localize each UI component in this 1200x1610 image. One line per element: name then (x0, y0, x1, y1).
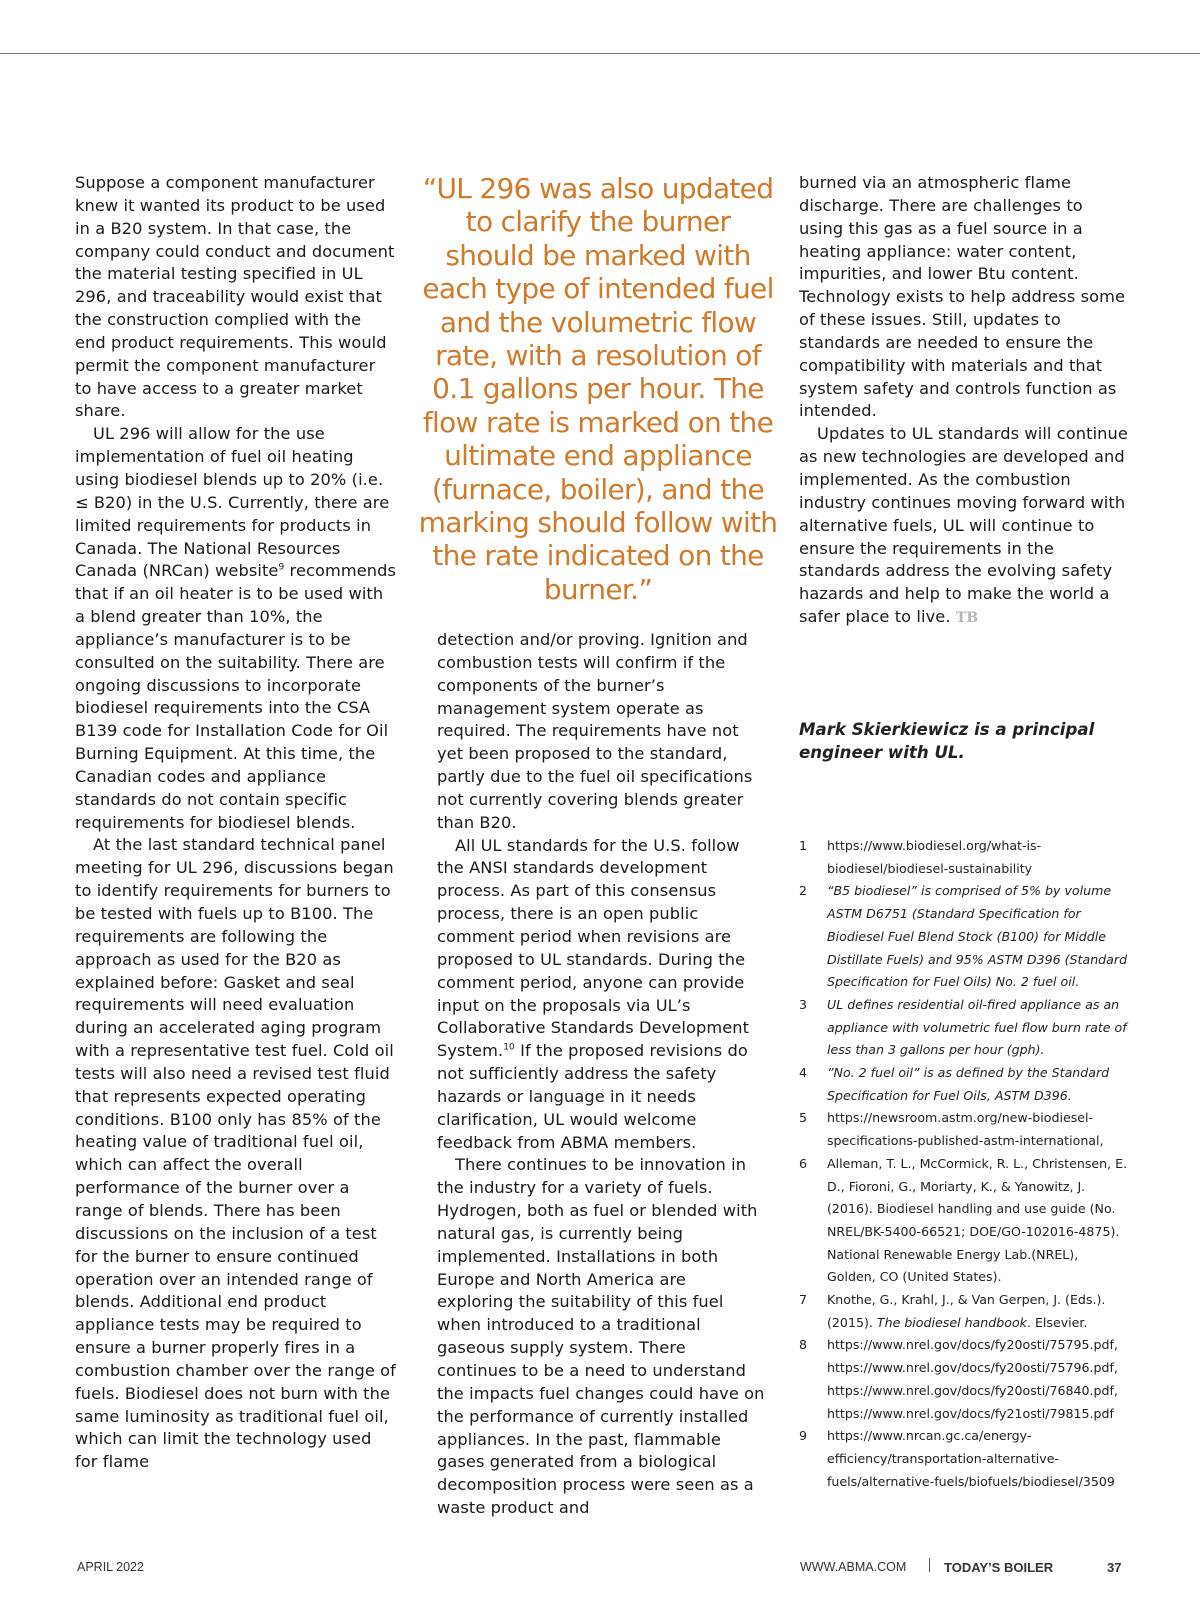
paragraph: burned via an atmospheric flame discharge. There are challenges to using this gas as a fuel source in a heating appliance: water content, impurities, and lower Btu content. Technology exists to help address some of these issues. Still, updates to standards are needed to ensure the compatibility with materials and that system safety and controls function as intended. (799, 173, 1126, 421)
footnote-number: 4 (799, 1065, 808, 1081)
footnote-link[interactable]: https://www.nrel.gov/docs/fy20osti/75795.pdf, https://www.nrel.gov/docs/fy20osti/75796.pdf, https://www.nrel.gov/docs/fy20osti/76840.pdf, https://www.nrel.gov/docs/fy21osti/79815.pdf (827, 1337, 1118, 1421)
footnote (799, 1425, 1129, 1493)
paragraph: Suppose a component manufacturer knew it wanted its product to be used in a B20 system. In that case, the company could conduct and document the material testing specified in UL 296, and traceability would exist that the construction complied with the end product requirements. This would permit the component manufacturer to have access to a greater market share. (75, 173, 395, 421)
footnote-number: 2 (799, 883, 808, 899)
footnote-number: 8 (799, 1337, 808, 1353)
footer-divider (929, 1558, 930, 1572)
footnote-link[interactable]: https://newsroom.astm.org/new-biodiesel-specifications-published-astm-international, (827, 1110, 1104, 1149)
footnote-text: “B5 biodiesel” is comprised of 5% by volume ASTM D6751 (Standard Specification for Biodiesel Fuel Blend Stock (B100) for Middle Distillate Fuels) and 95% ASTM D396 (Standard Specification for Fuel Oils) No. 2 fuel oil. (827, 883, 1128, 990)
paragraph: There continues to be innovation in the industry for a variety of fuels. Hydrogen, both as fuel or blended with natural gas, is currently being implemented. Installations in both Europe and North America are exploring the suitability of this fuel when introduced to a traditional gaseous supply system. There continues to be a need to understand the impacts fuel changes could have on the performance of currently installed appliances. In the past, flammable gases generated from a biological decomposition process were seen as a waste product and (437, 1155, 765, 1518)
footnote (799, 994, 1129, 1062)
footnote-ref-10[interactable]: 10 (503, 1042, 515, 1053)
footnote-text: Alleman, T. L., McCormick, R. L., Christensen, E. D., Fioroni, G., Moriarty, K., & Yanowitz, J. (2016). Biodiesel handling and use guide (No. NREL/BK-5400-66521; DOE/GO-102016-4875). National Renewable Energy Lab.(NREL), Golden, CO (United States). (827, 1155, 1128, 1285)
footnote-text: ”No. 2 fuel oil” is as defined by the Standard Specification for Fuel Oils, ASTM D396. (827, 1065, 1110, 1103)
footnote (799, 1153, 1129, 1289)
pull-quote: “UL 296 was also updated to clarify the burner should be marked with each type of intended fuel and the volumetric flow rate, with a resolution of 0.1 gallons per hour. The flow rate is marked on the ultimate end appliance (furnace, boiler), and the marking should follow with the rate indicated on the burner.” (418, 172, 778, 606)
footnote-number: 1 (799, 838, 808, 853)
article-column-2 (437, 629, 767, 1520)
paragraph-text: recommends that if an oil heater is to be used with a blend greater than 10%, the appliance’s manufacturer is to be consulted on the suitability. There are ongoing discussions to incorporate biodiesel requirements into the CSA B139 code for Installation Code for Oil Burning Equipment. At this time, the Canadian codes and appliance standards do not contain specific requirements for biodiesel blends. (75, 561, 397, 832)
footnote-number: 3 (799, 996, 808, 1012)
footnote (799, 880, 1129, 994)
footnote-link[interactable]: https://www.nrcan.gc.ca/energy-efficiency/transportation-alternative-fuels/alternative-fuels/biofuels/biodiesel/3509 (827, 1428, 1115, 1489)
footer-magazine-title: TODAY’S BOILER (944, 1560, 1054, 1575)
end-mark: TB (955, 610, 979, 627)
paragraph (75, 423, 397, 834)
paragraph (799, 423, 1129, 630)
footnote-ref-9[interactable]: 9 (278, 562, 285, 573)
footnote-number: 5 (799, 1110, 808, 1126)
footnote-text: Knothe, G., Krahl, J., & Van Gerpen, J. (Eds.). (2015). (827, 1292, 1106, 1330)
footer-website-link[interactable]: WWW.ABMA.COM (800, 1560, 907, 1574)
footnote-book-title: The biodiesel handbook (876, 1314, 1027, 1330)
footnote (799, 1107, 1129, 1152)
footnotes-list (799, 835, 1129, 1493)
footnote-text: . Elsevier. (1026, 1314, 1088, 1330)
paragraph: At the last standard technical panel meeting for UL 296, discussions began to identify requirements for burners to be tested with fuels up to B100. The requirements are following the approach as used for the B20 as explained before: Gasket and seal requirements will need evaluation during an accelerated aging program with a representative test fuel. Cold oil tests will also need a revised test fluid that represents expected operating conditions. B100 only has 85% of the heating value of traditional fuel oil, which can affect the overall performance of the burner over a range of blends. There has been discussions on the inclusion of a test for the burner to ensure continued operation over an intended range of blends. Additional end product appliance tests may be required to ensure a burner properly fires in a combustion chamber over the range of fuels. Biodiesel does not burn with the same luminosity as traditional fuel oil, which can limit the technology used for flame (75, 835, 396, 1472)
paragraph: detection and/or proving. Ignition and combustion tests will confirm if the components of the burner’s management system operate as required. The requirements have not yet been proposed to the standard, partly due to the fuel oil specifications not currently covering blends greater than B20. (437, 630, 753, 832)
footnote-number: 9 (799, 1428, 808, 1444)
author-bio: Mark Skierkiewicz is a principal engineer with UL. (799, 720, 1095, 762)
header-rule (0, 53, 1200, 54)
footnote (799, 1062, 1129, 1107)
article-column-3 (799, 172, 1129, 630)
paragraph (437, 835, 767, 1155)
paragraph-text: UL 296 will allow for the use implementation of fuel oil heating using biodiesel blends up to 20% (i.e. ≤ B20) in the U.S. Currently, there are limited requirements for products in Canada. The National Resources Canada (NRCan) website (75, 424, 390, 581)
footnote (799, 1289, 1129, 1334)
footer-date: APRIL 2022 (77, 1560, 144, 1574)
footnote-text: UL defines residential oil-fired appliance as an appliance with volumetric fuel flow burn rate of less than 3 gallons per hour (gph). (827, 996, 1127, 1058)
page-number: 37 (1107, 1560, 1122, 1575)
paragraph-text: All UL standards for the U.S. follow the ANSI standards development process. As part of this consensus process, there is an open public comment period when revisions are proposed to UL standards. During the comment period, anyone can provide input on the proposals via UL’s Collaborative Standards Development System. (437, 835, 750, 1061)
footnote-link[interactable]: https://www.biodiesel.org/what-is-biodiesel/biodiesel-sustainability (827, 838, 1042, 876)
footnote-number: 6 (799, 1155, 808, 1171)
footnote-number: 7 (799, 1292, 808, 1308)
article-column-1 (75, 172, 397, 1474)
footnote (799, 835, 1129, 880)
footnote (799, 1334, 1129, 1425)
paragraph-text: Updates to UL standards will continue as new technologies are developed and implemented. As the combustion industry continues moving forward with alternative fuels, UL will continue to ensure the requirements in the standards address the evolving safety hazards and help to make the world a safer place to live. (799, 424, 1128, 627)
paragraph-text: If the proposed revisions do not sufficiently address the safety hazards or language in it needs clarification, UL would welcome feedback from ABMA members. (437, 1041, 748, 1152)
